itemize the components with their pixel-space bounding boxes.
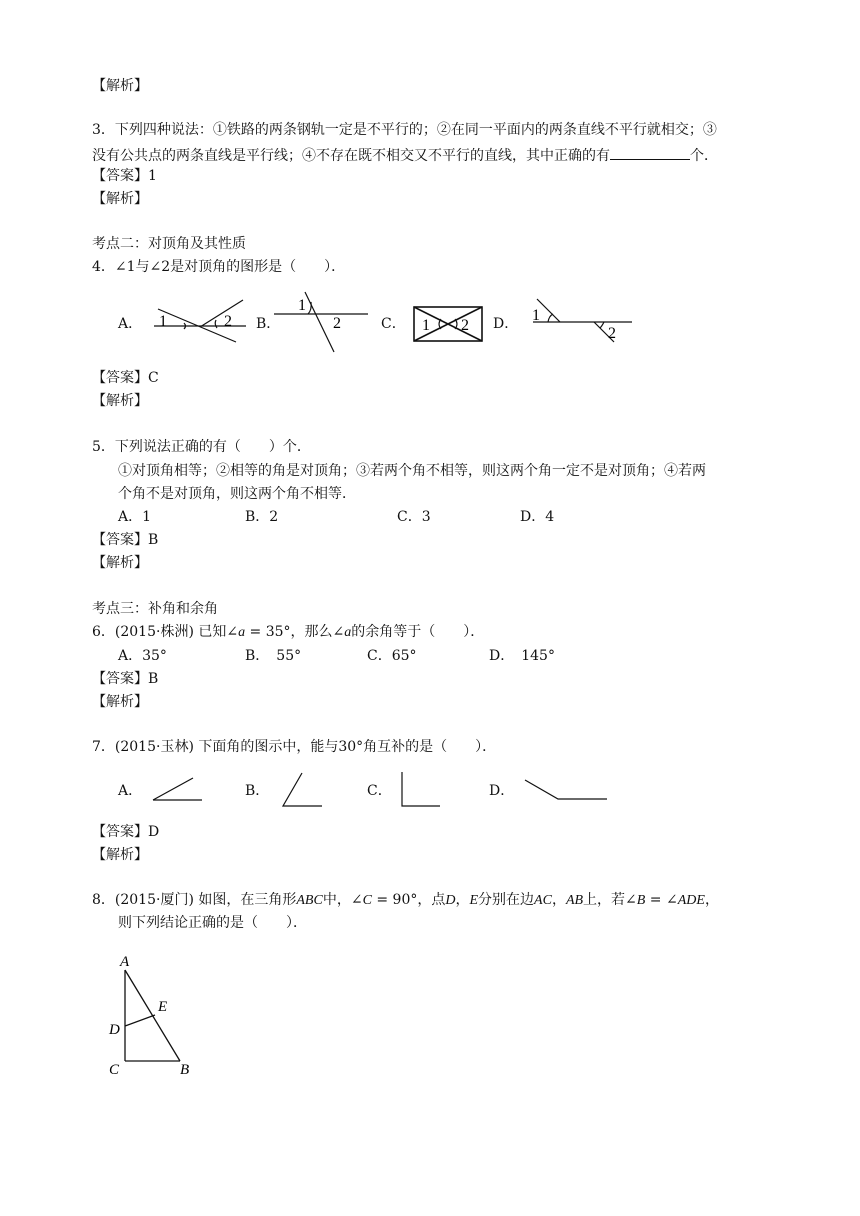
q3-line2-end: 个．	[690, 148, 718, 164]
q7-figure-a	[153, 778, 193, 800]
q8-s-h: = ∠	[645, 892, 678, 908]
q3-analysis-label: 【解析】	[92, 191, 148, 207]
answer-label: 【答案】	[92, 671, 148, 687]
q5-answer	[92, 531, 158, 549]
answer-label: 【答案】	[92, 532, 148, 548]
q4-c-label-1: 1	[422, 317, 430, 334]
analysis-label: 【解析】	[92, 78, 148, 94]
q4-a-label-2: 2	[224, 313, 232, 330]
q3-answer-value: 1	[148, 168, 157, 184]
q6-option-a: A．35°	[118, 648, 167, 664]
q7-option-c-label: C．	[367, 783, 392, 799]
q8-s-f: ，	[551, 892, 566, 908]
q5-line2: 个角不是对顶角，则这两个角不相等．	[118, 486, 356, 502]
q4-a-label-1: 1	[159, 313, 167, 330]
q8-t-b: B	[636, 893, 646, 908]
q4-figure-a	[154, 300, 246, 342]
q7-option-a-label: A．	[118, 783, 143, 799]
q4-answer-value: C	[148, 370, 159, 386]
q3-line1: 3．下列四种说法：①铁路的两条钢轨一定是不平行的；②在同一平面内的两条直线不平行就相交；③	[92, 122, 717, 138]
q4-b-label-1: 1	[298, 297, 306, 314]
q8-point-c: C	[109, 1062, 120, 1078]
q6-var-a: a	[238, 625, 246, 640]
q5-line1: ①对顶角相等；②相等的角是对顶角；③若两个角不相等，则这两个角一定不是对顶角；④若两	[118, 463, 706, 479]
q8-t-ade: ADE	[677, 893, 705, 908]
q5-option-d: D．4	[520, 509, 555, 525]
q5-analysis-label: 【解析】	[92, 555, 148, 571]
q7-answer	[92, 823, 159, 841]
q7-analysis-label: 【解析】	[92, 847, 148, 863]
q6-option-b: B． 55°	[245, 648, 302, 664]
q8-stem-line1	[92, 891, 719, 910]
kaodian2-heading: 考点二：对顶角及其性质	[92, 236, 246, 252]
q4-option-b-label: B．	[256, 316, 281, 332]
q4-stem: 4．∠1与∠2是对顶角的图形是（ ）．	[92, 259, 346, 275]
q8-s-e: 分别在边	[478, 892, 535, 908]
answer-label: 【答案】	[92, 824, 148, 840]
q6-analysis-label: 【解析】	[92, 694, 148, 710]
q8-t-c: C	[362, 893, 372, 908]
q3-line2-text: 没有公共点的两条直线是平行线；④不存在既不相交又不平行的直线，其中正确的有	[92, 148, 610, 164]
q5-option-c: C．3	[397, 509, 431, 525]
q4-d-label-2: 2	[608, 325, 616, 342]
answer-label: 【答案】	[92, 370, 148, 386]
q8-s-i: ，	[704, 892, 719, 908]
answer-label: 【答案】	[92, 168, 148, 184]
kaodian3-heading: 考点三：补角和余角	[92, 601, 218, 617]
q4-option-d-label: D．	[493, 316, 519, 332]
q8-t-abc: ABC	[296, 893, 323, 908]
q4-analysis-label: 【解析】	[92, 393, 148, 409]
q8-t-d: D	[445, 893, 456, 908]
q4-d-label-1: 1	[532, 307, 540, 324]
q6-stem	[92, 623, 484, 642]
q8-t-ac: AC	[534, 893, 552, 908]
q8-t-e: E	[469, 893, 479, 908]
q8-point-a: A	[120, 954, 130, 970]
q8-point-b: B	[180, 1062, 190, 1078]
q5-option-b: B．2	[245, 509, 279, 525]
q3-line2	[92, 145, 718, 165]
q8-point-d: D	[109, 1022, 120, 1038]
q4-figure-d	[533, 299, 632, 342]
q6-stem-c: 的余角等于（ ）．	[351, 624, 485, 640]
q5-option-a: A．1	[118, 509, 152, 525]
q8-s-a: 8．(2015·厦门) 如图，在三角形	[92, 892, 297, 908]
q6-stem-a: 6．(2015·株洲) 已知∠	[92, 624, 239, 640]
q8-s-g: 上，若∠	[583, 892, 637, 908]
q7-figure-b	[283, 773, 322, 806]
q6-stem-b: = 35°，那么∠	[245, 624, 345, 640]
q4-option-a-label: A．	[118, 316, 143, 332]
q4-figure-b	[274, 292, 368, 352]
q5-stem: 5．下列说法正确的有（ ）个．	[92, 439, 311, 455]
q4-option-c-label: C．	[381, 316, 406, 332]
q6-var-a2: a	[344, 625, 352, 640]
q7-answer-value: D	[148, 824, 160, 840]
q4-b-label-2: 2	[333, 315, 341, 332]
q8-stem-line2: 则下列结论正确的是（ ）．	[118, 915, 307, 931]
q4-c-label-2: 2	[461, 317, 469, 334]
q7-option-b-label: B．	[245, 783, 270, 799]
q5-answer-value: B	[148, 532, 159, 548]
q8-s-c: = 90°，点	[371, 892, 446, 908]
q8-s-b: 中，∠	[322, 892, 363, 908]
q7-option-d-label: D．	[489, 783, 515, 799]
q6-option-d: D． 145°	[489, 648, 555, 664]
q7-figure-d	[525, 780, 607, 799]
q7-figure-c	[402, 772, 440, 806]
q8-s-d: ，	[455, 892, 470, 908]
q4-figure-c	[414, 307, 482, 341]
q8-point-e: E	[158, 999, 168, 1015]
q3-answer	[92, 167, 157, 185]
q4-answer	[92, 369, 159, 387]
q7-stem: 7．(2015·玉林) 下面角的图示中，能与30°角互补的是（ ）．	[92, 739, 497, 755]
q8-t-ab: AB	[565, 893, 584, 908]
q6-answer	[92, 670, 158, 688]
q6-option-c: C．65°	[367, 648, 417, 664]
q3-answer-blank	[610, 145, 690, 160]
q6-answer-value: B	[148, 671, 159, 687]
